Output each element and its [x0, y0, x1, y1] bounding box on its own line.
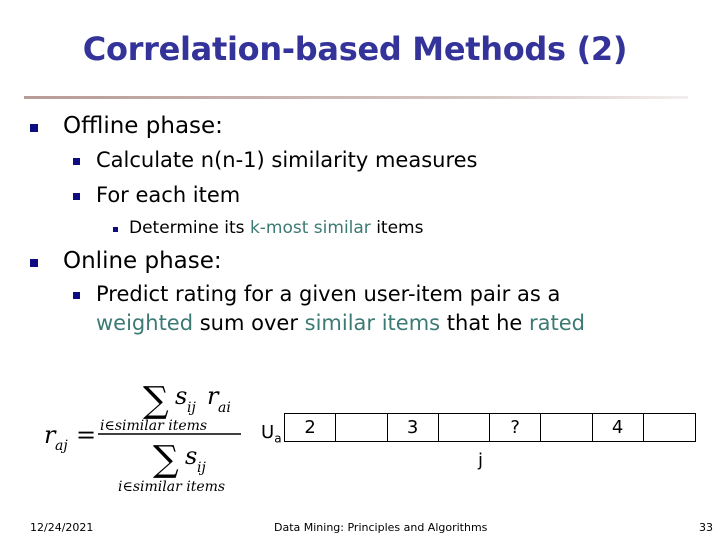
rating-cell: 2 [285, 414, 336, 441]
prediction-formula [40, 368, 245, 498]
predict-rating-text-line2 [96, 311, 585, 335]
formula-lhs-sub: aj [55, 438, 68, 454]
rating-cell [336, 414, 387, 441]
rated-highlight: rated [529, 311, 585, 335]
formula-lhs: r [44, 421, 56, 449]
user-row-label-main: U [261, 422, 275, 443]
rating-cell [541, 414, 592, 441]
column-label: j [478, 450, 484, 471]
sum-over-text: sum over [193, 311, 305, 335]
slide-title: Correlation-based Methods (2) [82, 30, 628, 68]
denominator-range: i∈similar items [118, 479, 226, 495]
denominator-s: s [185, 442, 198, 470]
for-each-item-text: For each item [96, 183, 241, 207]
bullet-marker [30, 259, 38, 267]
formula-equals: = [76, 421, 97, 449]
bullet-marker [73, 158, 80, 165]
bullet-marker [113, 227, 118, 232]
user-row-label-sub: a [274, 431, 282, 446]
rating-cell: 4 [593, 414, 644, 441]
rating-table [284, 413, 696, 442]
footer-date: 12/24/2021 [30, 521, 94, 534]
numerator-range: i∈similar items [100, 418, 208, 434]
determine-pre: Determine its [129, 218, 250, 238]
numerator-r: r [207, 382, 219, 410]
bullet-marker [73, 292, 80, 299]
similar-items-highlight: similar items [304, 311, 441, 335]
offline-phase-label: Offline phase: [63, 113, 223, 139]
online-phase-label: Online phase: [63, 248, 222, 274]
that-he-text: that he [440, 311, 529, 335]
calc-similarity-text: Calculate n(n-1) similarity measures [96, 148, 478, 172]
user-row-label [261, 422, 282, 446]
rating-cell: 3 [388, 414, 439, 441]
determine-text [129, 218, 423, 238]
footer-title: Data Mining: Principles and Algorithms [274, 521, 488, 534]
rating-cell [644, 414, 695, 441]
page-number: 33 [699, 521, 713, 534]
rating-cell [439, 414, 490, 441]
rating-cell-target: ? [490, 414, 541, 441]
predict-rating-text: Predict rating for a given user-item pair as a [96, 282, 561, 306]
bullet-marker [30, 124, 38, 132]
denominator-s-sub: ij [197, 460, 206, 476]
bullet-marker [73, 193, 80, 200]
denominator-sum-icon: ∑ [153, 439, 179, 480]
determine-post: items [370, 218, 424, 238]
numerator-s: s [175, 382, 188, 410]
weighted-highlight: weighted [96, 311, 194, 335]
numerator-r-sub: ai [218, 400, 231, 416]
numerator-s-sub: ij [187, 400, 196, 416]
k-most-similar-highlight: k-most similar [249, 218, 371, 238]
title-rule [24, 96, 688, 99]
numerator-sum-icon: ∑ [143, 380, 169, 421]
